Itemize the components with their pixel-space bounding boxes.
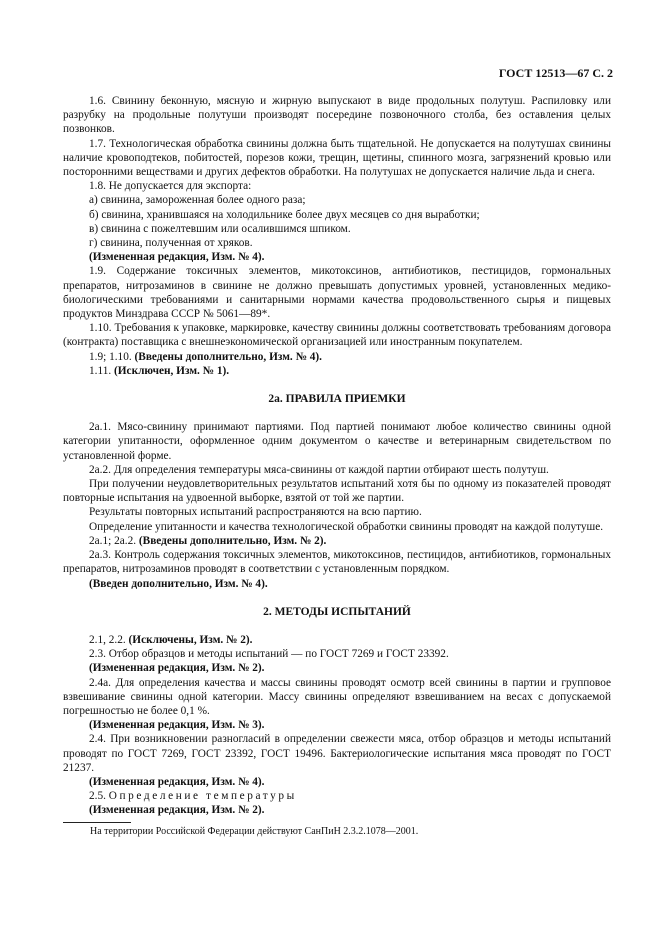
list-item-b: б) свинина, хранившаяся на холодильнике более двух месяцев со дня выработки; <box>89 208 480 221</box>
note-prefix: 1.11. <box>89 364 114 377</box>
para-2-3: 2.3. Отбор образцов и методы испытаний — по ГОСТ 7269 и ГОСТ 23392. <box>89 648 449 661</box>
footnote: На территории Российской Федерации действуют СанПиН 2.3.2.1078—2001. <box>90 826 419 837</box>
note-bold: (Введены дополнительно, Изм. № 2). <box>138 534 327 547</box>
para-2a-2: 2а.2. Для определения температуры мяса-свинины от каждой партии отбирают шесть полутуш. <box>89 463 549 476</box>
amendment-note <box>63 633 611 647</box>
amendment-note: (Измененная редакция, Изм. № 2). <box>89 804 265 817</box>
para-1-7: 1.7. Технологическая обработка свинины должна быть тщательной. Не допускается на полутушах свинины наличие кровоподтеков, побитостей, порезов кожи, трещин, щетины, спинного мозга, загрязнений кровью или посторонними веществами и других дефектов обработки. На полутушах не допускается наличие льда и снега. <box>63 137 611 179</box>
spaced-title: Определение температуры <box>108 790 297 803</box>
list-item-v: в) свинина с пожелтевшим или осалившимся шпиком. <box>89 222 351 235</box>
note-bold: (Введены дополнительно, Изм. № 4). <box>134 350 322 363</box>
page-header: ГОСТ 12513—67 С. 2 <box>498 66 613 80</box>
section-heading-acceptance: 2а. ПРАВИЛА ПРИЕМКИ <box>268 393 406 406</box>
amendment-note <box>63 350 611 364</box>
amendment-note: (Измененная редакция, Изм. № 3). <box>89 719 265 732</box>
amendment-note <box>63 577 611 591</box>
note-prefix: 2а.1; 2а.2. <box>89 534 139 547</box>
para-retest-results: Результаты повторных испытаний распространяются на всю партию. <box>89 506 422 519</box>
para-prefix: 2.5. <box>89 790 109 803</box>
para-2-5 <box>63 789 611 803</box>
para-2a-1: 2а.1. Мясо-свинину принимают партиями. Под партией понимают любое количество свинины одной категории упитанности, оформленное одним документом о качестве и ветеринарным свидетельством по установленной форме. <box>63 421 611 462</box>
amendment-note <box>63 534 611 548</box>
para-2-4: 2.4. При возникновении разногласий в определении свежести мяса, отбор образцов и методы испытаний проводят по ГОСТ 7269, ГОСТ 23392, ГОСТ 19496. Бактериологические испытания мяса проводят по ГОСТ 21237. <box>63 733 611 774</box>
para-2a-3: 2а.3. Контроль содержания токсичных элементов, микотоксинов, пестицидов, антибиотиков, гормональных препаратов, нитрозаминов проводят в соответствии с установленным порядком. <box>63 549 611 576</box>
para-retest: При получении неудовлетворительных результатов испытаний хотя бы по одному из показателей проводят повторные испытания на удвоенной выборке, взятой от той же партии. <box>63 478 611 505</box>
para-1-6: 1.6. Свинину беконную, мясную и жирную выпускают в виде продольных полутуш. Распиловку или разрубку на продольные полутуши производят посередине позвоночного столба, без оставления целых позвонков. <box>63 95 611 136</box>
note-prefix: 2.1, 2.2. <box>89 633 129 646</box>
para-1-9: 1.9. Содержание токсичных элементов, микотоксинов, антибиотиков, пестицидов, гормональных препаратов, нитрозаминов в свинине не должно превышать допустимых уровней, установленных медико-биологическими требованиями и санитарными нормами качества продовольственного сырья и пищевых продуктов Минздрава СССР № 5061—89*. <box>63 265 611 321</box>
note-bold: (Исключен, Изм. № 1). <box>114 364 230 377</box>
list-item-g: г) свинина, полученная от хряков. <box>89 237 253 250</box>
amendment-note: (Измененная редакция, Изм. № 2). <box>89 662 265 675</box>
para-1-10: 1.10. Требования к упаковке, маркировке, качеству свинины должны соответствовать требованиям договора (контракта) поставщика с внешнеэкономической организацией или иностранным покупателем. <box>63 322 611 349</box>
note-bold: (Введен дополнительно, Изм. № 4). <box>89 577 268 590</box>
note-prefix: 1.9; 1.10. <box>89 350 135 363</box>
footnote-divider <box>63 822 131 823</box>
section-heading-test-methods: 2. МЕТОДЫ ИСПЫТАНИЙ <box>263 605 411 618</box>
para-2-4a: 2.4а. Для определения качества и массы свинины проводят осмотр всей свинины в партии и групповое взвешивание свинины одной категории. Массу свинины определяют взвешиванием на весах с допускаемой погрешностью не более 0,1 %. <box>63 676 611 717</box>
note-bold: (Исключены, Изм. № 2). <box>128 633 253 646</box>
amendment-note: (Измененная редакция, Изм. № 4). <box>89 251 265 264</box>
amendment-note: (Измененная редакция, Изм. № 4). <box>89 775 265 788</box>
para-fatness: Определение упитанности и качества технологической обработки свинины проводят на каждой полутуше. <box>89 520 604 533</box>
list-item-a: а) свинина, замороженная более одного раза; <box>89 194 306 207</box>
amendment-note <box>63 364 611 378</box>
para-1-8: 1.8. Не допускается для экспорта: <box>89 180 252 193</box>
document-body <box>63 94 611 818</box>
